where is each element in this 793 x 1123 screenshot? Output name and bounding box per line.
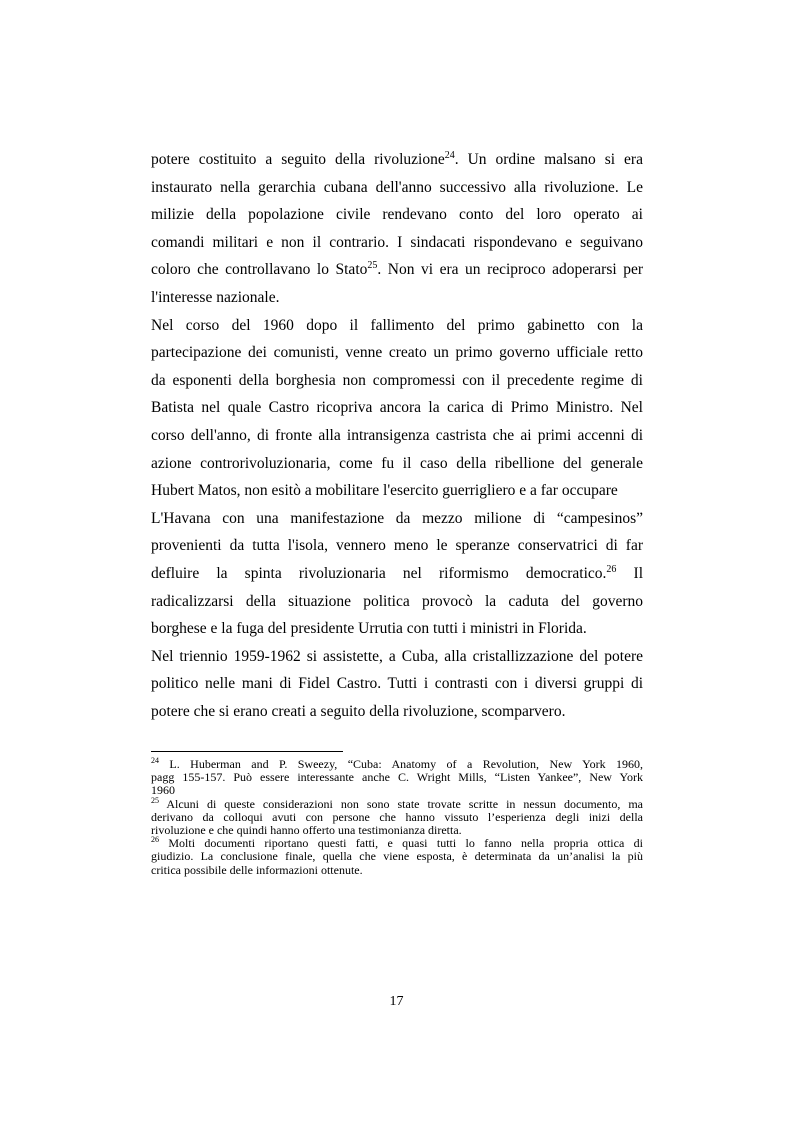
text-line: instaurato nella gerarchia cubana dell'anno successivo alla rivoluzione. Le bbox=[151, 178, 643, 196]
text-line: defluire la spinta rivoluzionaria nel riformismo democratico.$^{26}$ Il bbox=[151, 563, 644, 582]
footnote-ref-26[interactable]: 26 bbox=[606, 563, 617, 575]
footnote-line: $^{25}$ Alcuni di queste considerazioni non sono state trovate scritte in nessun documento, ma bbox=[151, 795, 643, 811]
footnote-line: 1960 bbox=[151, 783, 175, 798]
footnote-line: pagg 155-157. Può essere interessante anche C. Wright Mills, “Listen Yankee”, New York bbox=[151, 770, 643, 785]
text-line: coloro che controllavano lo Stato$^{25}$. Non vi era un reciproco adoperarsi per bbox=[151, 260, 643, 279]
footnote-line: derivano da colloqui avuti con persone che hanno vissuto l’esperienza degli inizi della bbox=[151, 809, 643, 824]
page-number: 17 bbox=[389, 994, 404, 1009]
text-line: L'Havana con una manifestazione da mezzo milione di “campesinos” bbox=[151, 509, 643, 527]
text-line: borghese e la fuga del presidente Urrutia con tutti i ministri in Florida. bbox=[151, 620, 587, 638]
text-line: provenienti da tutta l'isola, vennero meno le speranze conservatrici di far bbox=[151, 537, 643, 555]
footnote-line: $^{26}$ Molti documenti riportano questi fatti, e quasi tutti lo fanno nella propria ottica di bbox=[151, 835, 643, 851]
footnote-25 bbox=[151, 795, 643, 838]
text-line: da esponenti della borghesia non compromessi con il precedente regime di bbox=[151, 371, 643, 389]
footnote-number: 26 bbox=[151, 835, 159, 845]
footnote-line: $^{24}$ L. Huberman and P. Sweezy, “Cuba: Anatomy of a Revolution, New York 1960, bbox=[151, 756, 643, 771]
footnote-separator bbox=[151, 751, 343, 752]
footnote-number: 24 bbox=[151, 756, 159, 765]
paragraph-1 bbox=[151, 146, 643, 312]
body-text bbox=[151, 146, 643, 725]
footnote-24 bbox=[151, 758, 643, 798]
text-line: l'interesse nazionale. bbox=[151, 288, 280, 306]
text-line: corso dell'anno, di fronte alla intransigenza castrista che ai primi accenni di bbox=[151, 426, 643, 444]
footnotes bbox=[151, 758, 643, 877]
text-line: radicalizzarsi della situazione politica provocò la caduta del governo bbox=[151, 592, 643, 610]
footnote-ref-25[interactable]: 25 bbox=[367, 260, 378, 272]
text-line: Nel corso del 1960 dopo il fallimento del primo gabinetto con la bbox=[151, 316, 643, 334]
paragraph-4 bbox=[151, 643, 643, 726]
text-line: potere che si erano creati a seguito della rivoluzione, scomparvero. bbox=[151, 702, 566, 720]
text-line: Batista nel quale Castro ricopriva ancora la carica di Primo Ministro. Nel bbox=[151, 399, 643, 417]
footnote-line: rivoluzione e che quindi hanno offerto una testimonianza diretta. bbox=[151, 823, 462, 838]
paragraph-3 bbox=[151, 505, 643, 643]
paragraph-2 bbox=[151, 312, 643, 505]
footnote-ref-24[interactable]: 24 bbox=[444, 150, 455, 161]
text-line: partecipazione dei comunisti, venne creato un primo governo ufficiale retto bbox=[151, 344, 643, 362]
text-line: Nel triennio 1959-1962 si assistette, a Cuba, alla cristallizzazione del potere bbox=[151, 647, 643, 665]
text-line: azione controrivoluzionaria, come fu il caso della ribellione del generale bbox=[151, 454, 643, 472]
text-line: milizie della popolazione civile rendevano conto del loro operato ai bbox=[151, 206, 643, 224]
text-line: Hubert Matos, non esitò a mobilitare l'esercito guerrigliero e a far occupare bbox=[151, 482, 618, 500]
footnote-number: 25 bbox=[151, 795, 159, 805]
text-line: potere costituito a seguito della rivoluzione$^{24}$. Un ordine malsano si era bbox=[151, 150, 643, 168]
footnote-line: critica possibile delle informazioni ottenute. bbox=[151, 862, 363, 877]
text-line: comandi militari e non il contrario. I sindacati rispondevano e seguivano bbox=[151, 233, 643, 251]
footnote-26 bbox=[151, 837, 643, 877]
footnote-line: giudizio. La conclusione finale, quella che viene esposta, è determinata da un’analisi la più bbox=[151, 849, 643, 864]
text-line: politico nelle mani di Fidel Castro. Tutti i contrasti con i diversi gruppi di bbox=[151, 675, 643, 693]
